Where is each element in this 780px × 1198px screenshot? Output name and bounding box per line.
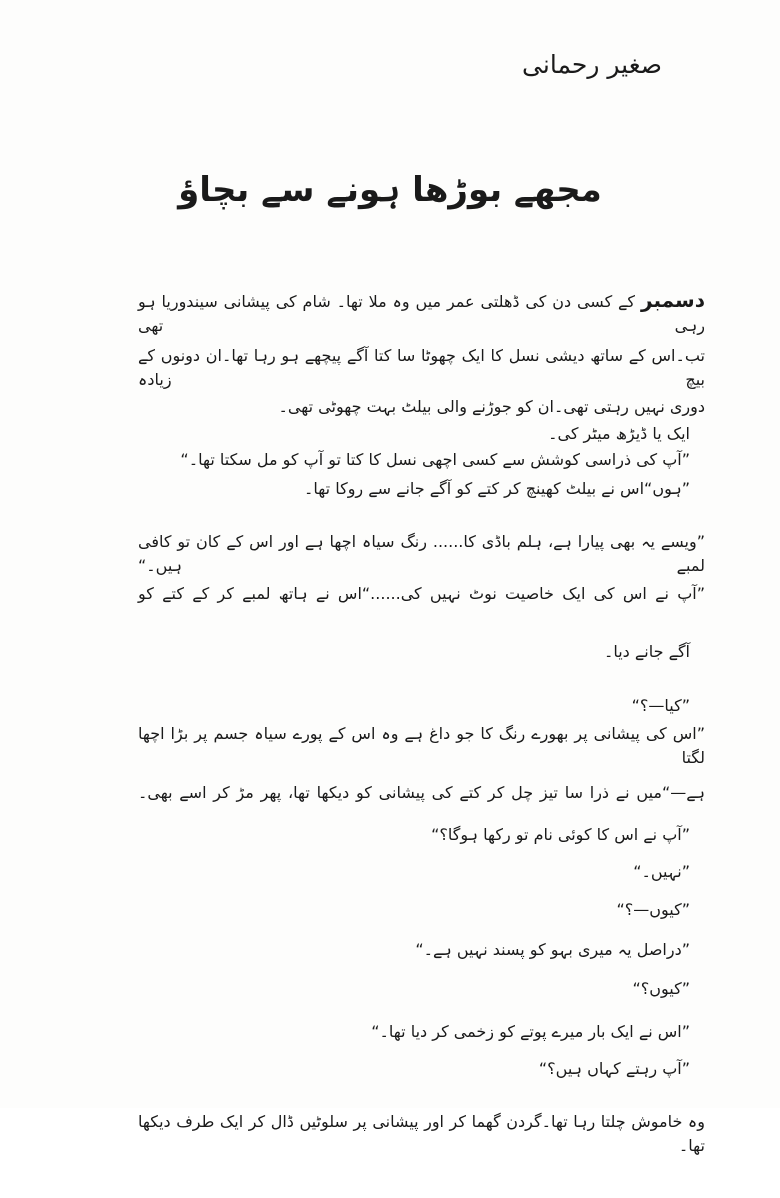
dialogue-line: ”کیوں؟“	[632, 979, 690, 998]
dialogue-line: ”آپ نے اس کی ایک خاصیت نوٹ نہیں کی......“اس نے ہاتھ لمبے کر کے کتے کو	[138, 584, 705, 603]
story-title: مجھے بوڑھا ہونے سے بچاؤ	[178, 170, 602, 210]
lead-word: دسمبر	[641, 288, 705, 312]
dialogue-line: ہے—“میں نے ذرا سا تیز چل کر کتے کی پیشانی کو دیکھا تھا، پھر مڑ کر اسے بھی۔	[138, 783, 705, 802]
dialogue-line: ”کیوں—؟“	[616, 900, 690, 919]
dialogue-line: ”نہیں۔“	[633, 862, 690, 881]
dialogue-line: ”آپ نے اس کا کوئی نام تو رکھا ہوگا؟“	[431, 825, 690, 844]
dialogue-line: ”ہوں“اس نے بیلٹ کھینچ کر کتے کو آگے جانے سے روکا تھا۔	[304, 479, 690, 498]
dialogue-line: ”کیا—؟“	[631, 696, 690, 715]
dialogue-line: ”دراصل یہ میری بہو کو پسند نہیں ہے۔“	[415, 940, 690, 959]
paragraph-line: آگے جانے دیا۔	[603, 642, 690, 661]
dialogue-line: ”اس نے ایک بار میرے پوتے کو زخمی کر دیا تھا۔“	[371, 1022, 690, 1041]
dialogue-line: ”ویسے یہ بھی پیارا ہے، ہلم باڈی کا...... رنگ سیاہ اچھا ہے اور اس کے کان تو کافی لمبے ہیں۔“	[138, 532, 705, 575]
dialogue-line: ”آپ کی ذراسی کوشش سے کسی اچھی نسل کا کتا تو آپ کو مل سکتا تھا۔“	[180, 450, 690, 469]
paragraph-line: ایک یا ڈیڑھ میٹر کی۔	[548, 424, 690, 443]
paragraph-line: دوری نہیں رہتی تھی۔ان کو جوڑنے والی بیلٹ بہت چھوٹی تھی۔	[278, 397, 705, 416]
paragraph-line: وہ خاموش چلتا رہا تھا۔گردن گھما کر اور پیشانی پر سلوٹیں ڈال کر ایک طرف دیکھا تھا۔	[138, 1112, 705, 1155]
author-name: صغیر رحمانی	[522, 50, 662, 79]
story-body	[138, 288, 705, 1198]
line-text: کے کسی دن کی ڈھلتی عمر میں وہ ملا تھا۔ شام کی پیشانی سیندوریا ہو رہی تھی	[138, 292, 705, 335]
dialogue-line: ”آپ رہتے کہاں ہیں؟“	[538, 1059, 690, 1078]
paragraph-line	[138, 288, 705, 338]
paragraph-line: تب۔اس کے ساتھ دیشی نسل کا ایک چھوٹا سا کتا آگے پیچھے ہو رہا تھا۔ان دونوں کے بیچ زیادہ	[138, 346, 705, 389]
dialogue-line: ”اس کی پیشانی پر بھورے رنگ کا جو داغ ہے وہ اس کے پورے سیاہ جسم پر بڑا اچھا لگتا	[138, 724, 705, 767]
